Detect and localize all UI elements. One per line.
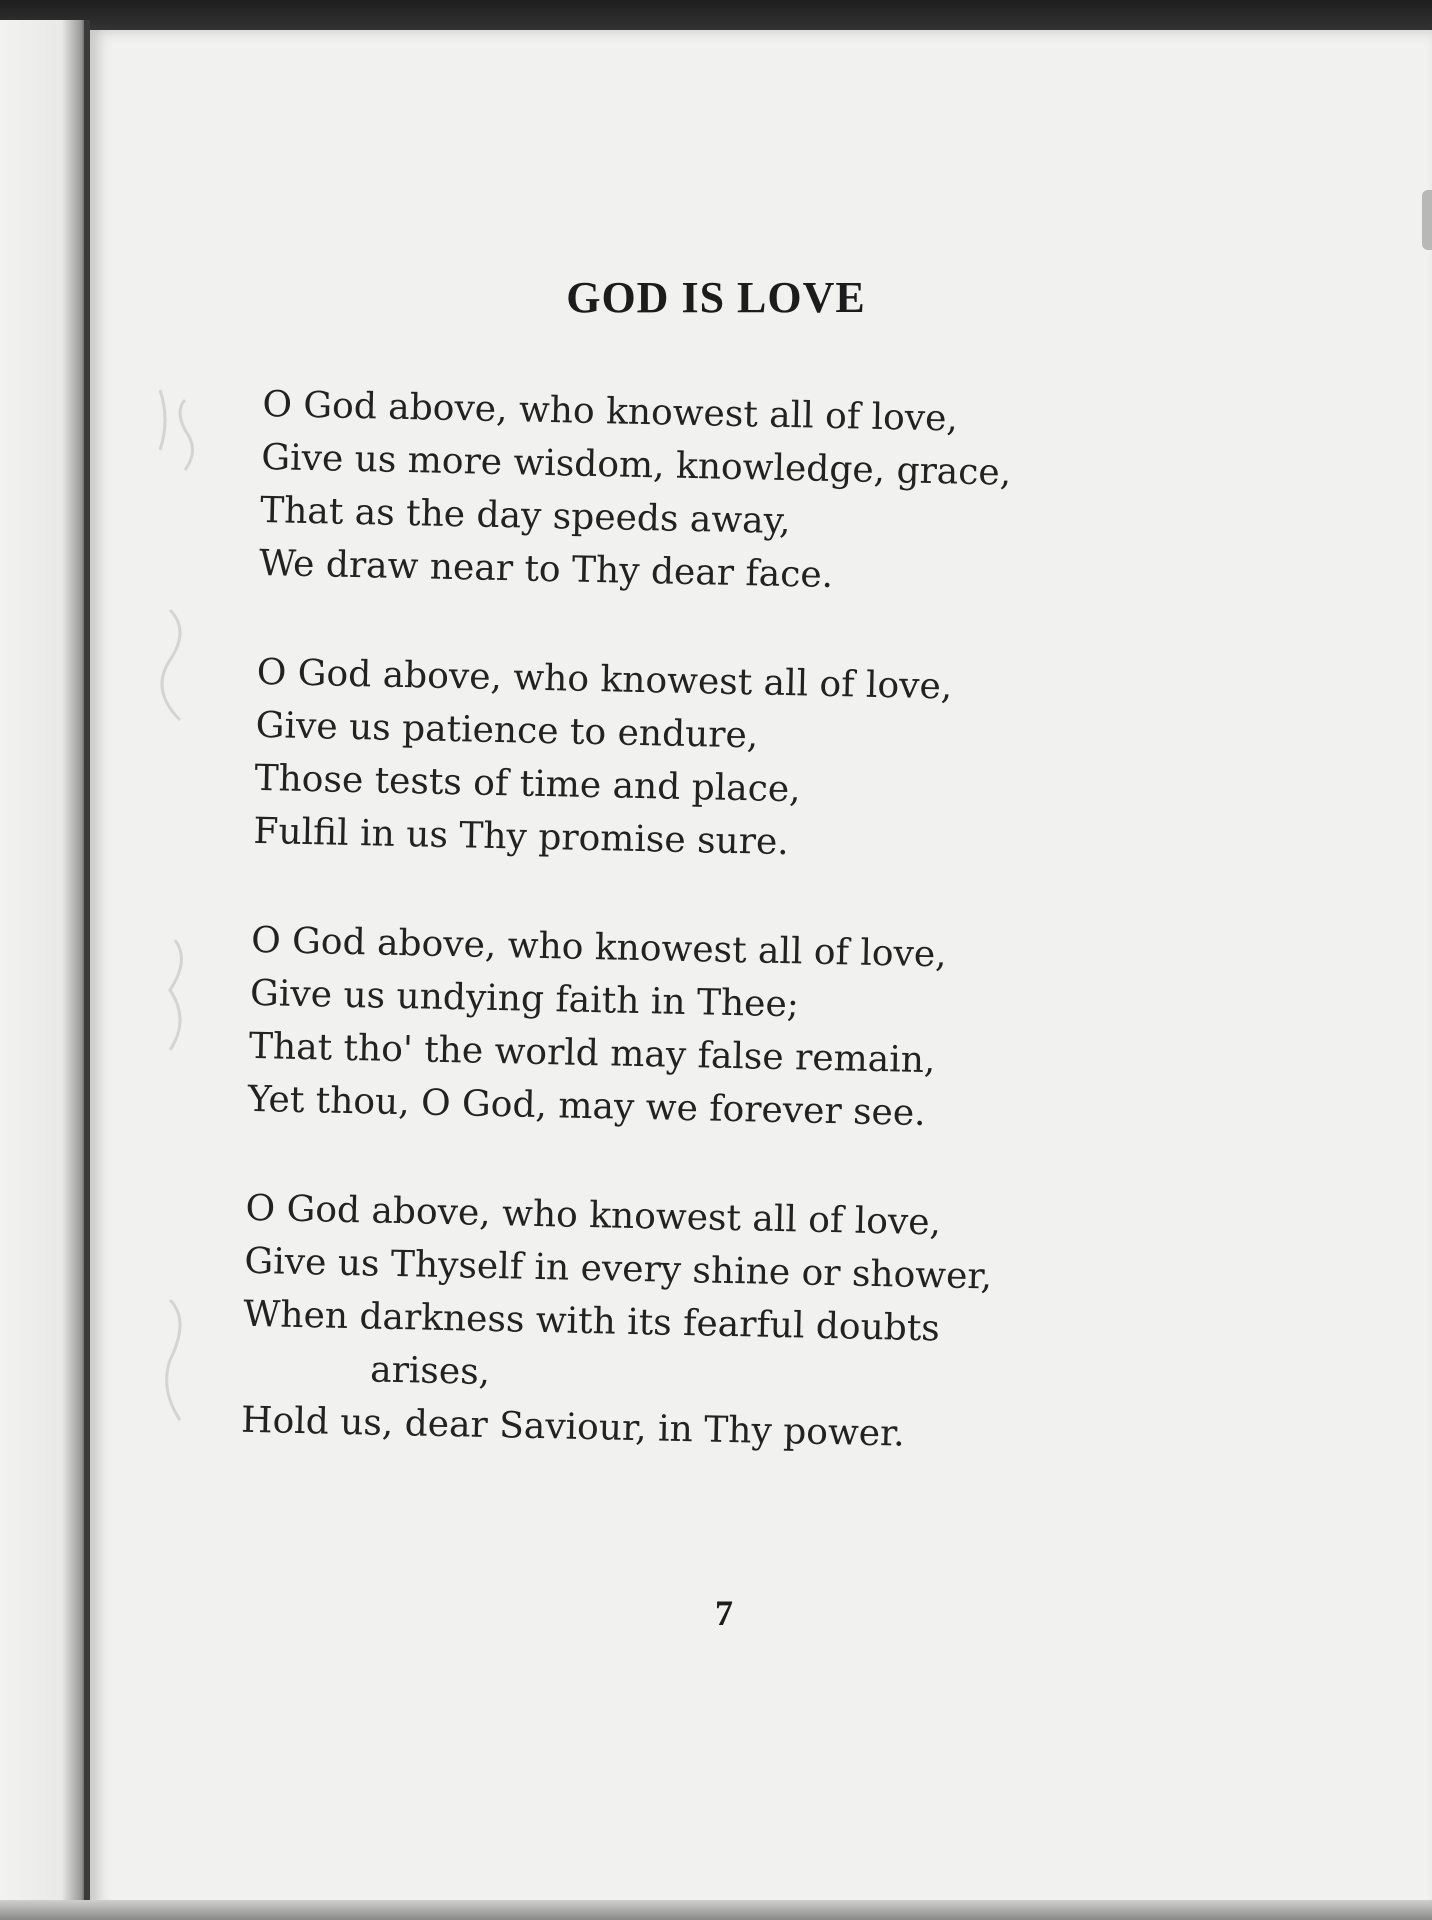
page-edge-mark (1422, 190, 1432, 250)
pencil-marks-bleedthrough (140, 380, 230, 1460)
poem-line: Yet thou, O God, may we forever see. (247, 1078, 927, 1135)
poem-line: Give us patience to endure, (255, 704, 759, 757)
poem-line: O God above, who knowest all of love, (256, 651, 953, 708)
stanza-1 (259, 378, 1163, 609)
stanza-3 (247, 914, 1151, 1145)
poem-line: Give us Thyself in every shine or shower, (244, 1240, 993, 1298)
poem-line: O God above, who knowest all of love, (262, 383, 959, 440)
poem-line: Give us undying faith in Thee; (249, 972, 800, 1026)
poem-line: O God above, who knowest all of love, (245, 1187, 942, 1244)
poem-line: Fulfil in us Thy promise sure. (253, 810, 790, 864)
poem-line: That as the day speeds away, (259, 489, 792, 543)
poem-line-continuation: arises, (369, 1349, 491, 1393)
stanza-4 (241, 1182, 1146, 1466)
poem-line: O God above, who knowest all of love, (250, 919, 948, 976)
poem-body (239, 378, 1162, 1522)
scanner-background-bottom (0, 1900, 1432, 1920)
poem-line: Those tests of time and place, (254, 757, 802, 811)
poem-line: We draw near to Thy dear face. (258, 542, 834, 596)
stanza-2 (253, 646, 1157, 877)
page-number: 7 (715, 1593, 733, 1633)
poem-title: GOD IS LOVE (566, 273, 866, 322)
poem-line: Hold us, dear Saviour, in Thy power. (240, 1399, 906, 1455)
poem-line: When darkness with its fearful doubts (242, 1293, 941, 1350)
poem-line: Give us more wisdom, knowledge, grace, (260, 436, 1012, 494)
poem-line: That tho' the world may false remain, (248, 1025, 936, 1082)
